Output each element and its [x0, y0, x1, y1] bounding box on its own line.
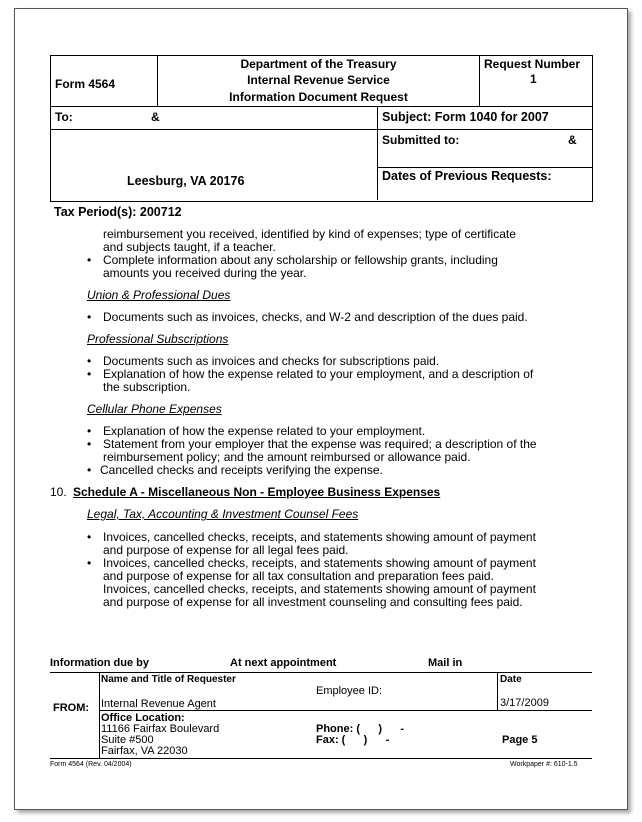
grant-line-2: amounts you received during the year. [103, 266, 307, 280]
legal-item-1-line-1: Invoices, cancelled checks, receipts, and statements showing amount of payment [103, 530, 536, 544]
dept-line-2: Internal Revenue Service [247, 73, 390, 87]
address: Leesburg, VA 20176 [127, 174, 245, 188]
to-ampersand: & [151, 110, 160, 124]
bullet: • [87, 463, 92, 477]
bullet: • [87, 530, 92, 544]
date-value: 3/17/2009 [500, 697, 549, 709]
office-line-2: Suite #500 [101, 734, 154, 746]
from-label: FROM: [53, 702, 90, 714]
union-dues-item: Documents such as invoices, checks, and W-2 and description of the dues paid. [103, 310, 528, 324]
name-title-label: Name and Title of Requester [101, 674, 236, 685]
bullet: • [87, 253, 92, 267]
next-appointment: At next appointment [230, 657, 337, 669]
requester-title: Internal Revenue Agent [101, 698, 216, 710]
form-number: Form 4564 [55, 77, 116, 91]
subscriptions-item-1: Documents such as invoices and checks for subscriptions paid. [103, 354, 440, 368]
subscriptions-item-2-line-1: Explanation of how the expense related to your employment, and a description of [103, 367, 534, 381]
cellular-item-3: Cancelled checks and receipts verifying the expense. [100, 463, 383, 477]
grant-line-1: Complete information about any scholarship or fellowship grants, including [103, 253, 498, 267]
bullet: • [87, 354, 92, 368]
union-dues-heading: Union & Professional Dues [87, 288, 231, 302]
bullet: • [87, 556, 92, 570]
cellular-heading: Cellular Phone Expenses [87, 402, 222, 416]
legal-item-1-line-2: and purpose of expense for all legal fees paid. [103, 543, 349, 557]
phone: Phone: ( ) - [316, 723, 404, 735]
tax-period: Tax Period(s): 200712 [54, 205, 182, 219]
legal-item-2-line-2: and purpose of expense for all tax consultation and preparation fees paid. [103, 569, 494, 583]
request-number-label: Request Number [484, 57, 581, 71]
subscriptions-item-2-line-2: the subscription. [103, 380, 191, 394]
dept-line-3: Information Document Request [229, 90, 408, 104]
bullet: • [87, 367, 92, 381]
cellular-item-2-line-2: reimbursement policy; and the amount reimbursed or allowance paid. [103, 450, 471, 464]
submitted-ampersand: & [568, 133, 577, 147]
bullet: • [87, 437, 92, 451]
legal-heading: Legal, Tax, Accounting & Investment Counsel Fees [87, 507, 359, 521]
request-number-value: 1 [530, 72, 537, 86]
item-10-heading: Schedule A - Miscellaneous Non - Employee Business Expenses [73, 485, 441, 499]
legal-item-2-line-3: Invoices, cancelled checks, receipts, and statements showing amount of payment [103, 582, 536, 596]
item-10-number: 10. [50, 485, 67, 499]
cellular-item-2-line-1: Statement from your employer that the expense was required; a description of the [103, 437, 537, 451]
bullet: • [87, 310, 92, 324]
employee-id: Employee ID: [316, 685, 383, 697]
form-revision: Form 4564 (Rev. 04/2004) [50, 761, 132, 768]
office-line-1: 11166 Fairfax Boulevard [101, 723, 220, 735]
workpaper-number: Workpaper #: 610-1.5 [510, 761, 578, 768]
subscriptions-heading: Professional Subscriptions [87, 332, 229, 346]
office-location-label: Office Location: [101, 712, 185, 724]
to-label: To: [55, 110, 73, 124]
office-line-3: Fairfax, VA 22030 [101, 745, 188, 757]
info-due-label: Information due by [50, 657, 149, 669]
fax: Fax: ( ) - [316, 734, 390, 746]
continued-line-1: reimbursement you received, identified by kind of expenses; type of certificate [103, 227, 516, 241]
legal-item-2-line-4: and purpose of expense for all investment counseling and consulting fees paid. [103, 595, 523, 609]
mail-in: Mail in [428, 657, 463, 669]
subject: Subject: Form 1040 for 2007 [382, 110, 549, 124]
previous-requests: Dates of Previous Requests: [382, 169, 552, 183]
dept-line-1: Department of the Treasury [240, 57, 397, 71]
document-page [14, 8, 628, 810]
continued-line-2: and subjects taught, if a teacher. [103, 240, 276, 254]
date-label: Date [500, 674, 522, 685]
page-number: Page 5 [502, 734, 538, 746]
cellular-item-1: Explanation of how the expense related to your employment. [103, 424, 426, 438]
legal-item-2-line-1: Invoices, cancelled checks, receipts, and statements showing amount of payment [103, 556, 536, 570]
submitted-to: Submitted to: [382, 133, 460, 147]
bullet: • [87, 424, 92, 438]
